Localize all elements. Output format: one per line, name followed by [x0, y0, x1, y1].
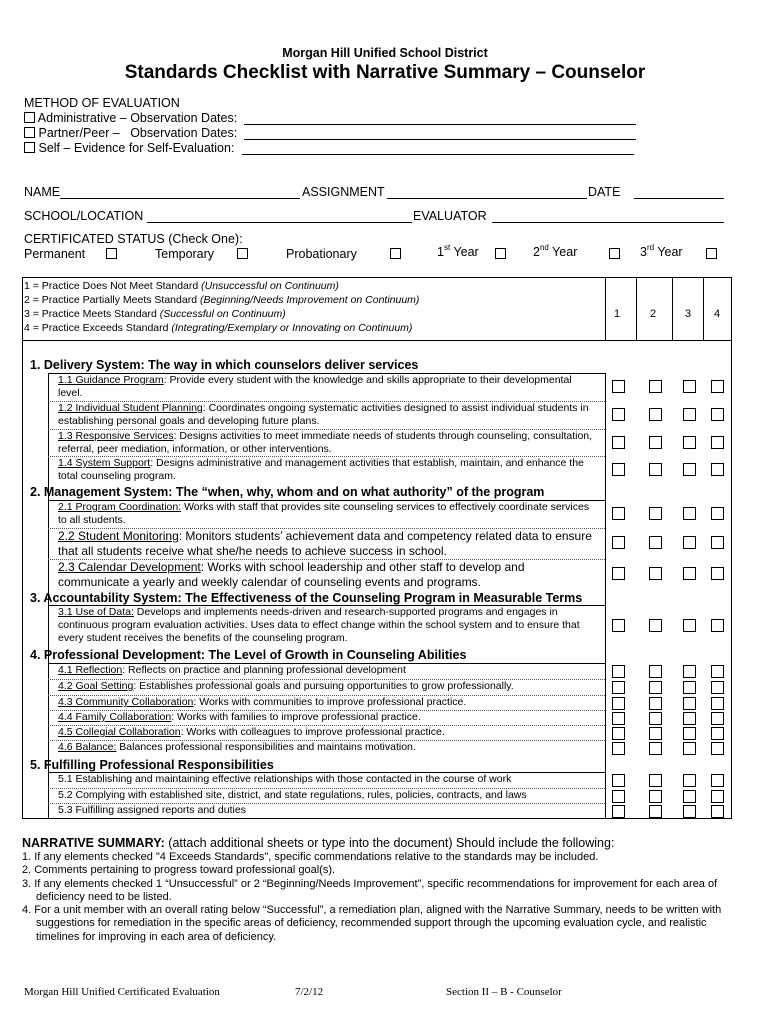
legend-item: 3 = Practice Meets Standard (Successful on Continuum)	[24, 308, 286, 320]
footer-section: Section II – B - Counselor	[446, 986, 562, 998]
year2-sup: nd	[539, 243, 549, 252]
rating-boxes-4-1	[612, 665, 732, 679]
rating-boxes-2-3	[612, 567, 732, 581]
school-label: SCHOOL/LOCATION	[24, 209, 144, 223]
item-4-4: 4.4 Family Collaboration: Works with families to improve professional practice.	[58, 711, 421, 723]
section-3-title: 3. Accountability System: The Effectiveness of the Counseling Program in Measurable Terms	[30, 591, 583, 605]
assignment-label: ASSIGNMENT	[302, 185, 385, 199]
item-1-4: 1.4 System Support: Designs administrative and management activities that establish, maintain, and enhance the total counseling program.	[58, 457, 584, 482]
rating-box[interactable]	[612, 536, 625, 549]
district-name: Morgan Hill Unified School District	[282, 46, 488, 60]
rating-boxes-4-5	[612, 727, 732, 741]
rating-box[interactable]	[612, 727, 625, 740]
rating-box[interactable]	[612, 665, 625, 678]
probationary-label: Probationary	[286, 247, 357, 261]
rating-box[interactable]	[683, 742, 696, 755]
item-1-2: 1.2 Individual Student Planning: Coordinates ongoing systematic activities designed to assist individual students in establishing personal goals and developing future plans.	[58, 402, 589, 427]
method-admin-label: Administrative – Observation Dates:	[37, 111, 238, 125]
narrative-heading	[22, 836, 722, 850]
rating-box[interactable]	[649, 805, 662, 818]
name-field[interactable]	[60, 198, 300, 199]
rating-col-4: 4	[714, 308, 721, 320]
year3-sup: rd	[646, 243, 655, 252]
legend-item: 4 = Practice Exceeds Standard (Integrating/Exemplary or Innovating on Continuum)	[24, 322, 413, 334]
item-4-2: 4.2 Goal Setting: Establishes professional goals and pursuing opportunities to grow professionally.	[58, 680, 514, 692]
rating-box[interactable]	[612, 408, 625, 421]
rating-box[interactable]	[683, 805, 696, 818]
year1-word: Year	[453, 245, 479, 259]
legend-item: 2 = Practice Partially Meets Standard (Beginning/Needs Improvement on Continuum)	[24, 294, 420, 306]
section-2-title: 2. Management System: The “when, why, whom and on what authority” of the program	[30, 485, 545, 499]
narrative-list	[22, 851, 722, 944]
rating-box[interactable]	[711, 436, 724, 449]
rating-box[interactable]	[683, 567, 696, 580]
narrative-point: 1. If any elements checked "4 Exceeds Standards", specific commendations relative to the standards may be included.	[22, 851, 599, 863]
rating-box[interactable]	[649, 697, 662, 710]
rating-boxes-1-2	[612, 408, 732, 422]
rating-boxes-5-1	[612, 774, 732, 788]
rating-box[interactable]	[711, 712, 724, 725]
rating-col-3: 3	[685, 308, 692, 320]
school-field[interactable]	[147, 222, 412, 223]
rating-box[interactable]	[683, 380, 696, 393]
rating-box[interactable]	[711, 536, 724, 549]
evaluator-field[interactable]	[492, 222, 724, 223]
page-title: Standards Checklist with Narrative Summary – Counselor	[124, 62, 646, 83]
rating-box[interactable]	[612, 697, 625, 710]
item-2-3: 2.3 Calendar Development: Works with school leadership and other staff to develop and communicate a yearly and weekly calendar of counseling events and programs.	[58, 560, 525, 589]
rating-box[interactable]	[683, 727, 696, 740]
item-1-1: 1.1 Guidance Program: Provide every student with the knowledge and skills appropriate to their developmental level.	[58, 374, 572, 399]
rating-box[interactable]	[711, 567, 724, 580]
rating-box[interactable]	[683, 681, 696, 694]
rating-box[interactable]	[683, 507, 696, 520]
rating-box[interactable]	[711, 805, 724, 818]
rating-col-2: 2	[650, 308, 657, 320]
footer-date: 7/2/12	[295, 986, 324, 998]
rating-box[interactable]	[683, 463, 696, 476]
method-self	[24, 141, 234, 155]
narrative-title: NARRATIVE SUMMARY:	[22, 836, 165, 850]
evaluator-label: EVALUATOR	[413, 209, 487, 223]
item-5-3: 5.3 Fulfilling assigned reports and duties	[58, 804, 246, 816]
rating-box[interactable]	[649, 408, 662, 421]
rating-boxes-3-1	[612, 619, 732, 633]
rating-box[interactable]	[683, 436, 696, 449]
assignment-field[interactable]	[387, 198, 587, 199]
rating-boxes-2-2	[612, 536, 732, 550]
checkbox-probationary[interactable]	[390, 248, 401, 259]
year2-word: Year	[552, 245, 578, 259]
rating-box[interactable]	[612, 436, 625, 449]
item-4-6: 4.6 Balance: Balances professional responsibilities and maintains motivation.	[58, 741, 416, 753]
legend-item: 1 = Practice Does Not Meet Standard (Unsuccessful on Continuum)	[24, 280, 339, 292]
year2-label	[533, 245, 577, 259]
date-field[interactable]	[634, 198, 724, 199]
status-heading: CERTIFICATED STATUS (Check One):	[24, 232, 243, 246]
checkbox-temporary[interactable]	[237, 248, 248, 259]
rating-box[interactable]	[683, 774, 696, 787]
year3-num: 3	[640, 245, 647, 259]
item-2-1: 2.1 Program Coordination: Works with staff that provides site counseling services to effectively coordinate services to all students.	[58, 501, 590, 526]
rating-box[interactable]	[612, 774, 625, 787]
checkbox-peer[interactable]	[24, 127, 35, 138]
rating-boxes-1-1	[612, 380, 732, 394]
rating-boxes-5-3	[612, 805, 732, 819]
rating-boxes-1-4	[612, 463, 732, 477]
rating-box[interactable]	[711, 727, 724, 740]
rating-box[interactable]	[649, 742, 662, 755]
rating-box[interactable]	[649, 681, 662, 694]
rating-box[interactable]	[649, 380, 662, 393]
method-peer	[24, 126, 237, 140]
rating-box[interactable]	[683, 790, 696, 803]
rating-box[interactable]	[683, 619, 696, 632]
narrative-point: 2. Comments pertaining to progress toward professional goal(s).	[22, 864, 336, 877]
rating-boxes-4-4	[612, 712, 732, 726]
rating-box[interactable]	[649, 665, 662, 678]
checkbox-admin[interactable]	[24, 112, 35, 123]
rating-box[interactable]	[683, 536, 696, 549]
section-1-title: 1. Delivery System: The way in which counselors deliver services	[30, 358, 419, 372]
rating-boxes-4-2	[612, 681, 732, 695]
permanent-label: Permanent	[24, 247, 86, 261]
checkbox-year1[interactable]	[495, 248, 506, 259]
rating-box[interactable]	[711, 507, 724, 520]
item-4-5: 4.5 Collegial Collaboration: Works with colleagues to improve professional practice.	[58, 726, 445, 738]
rating-box[interactable]	[612, 507, 625, 520]
rating-box[interactable]	[612, 567, 625, 580]
rating-box[interactable]	[612, 742, 625, 755]
rating-col-1: 1	[614, 308, 621, 320]
status-permanent	[24, 247, 85, 261]
narrative-point: 4. For a unit member with an overall rating below “Successful”, a remediation plan, aligned with the Narrative Summary, needs to be written with suggestions for remediation in the specific areas of deficiency, recommended support through the upcoming evaluation cycle, and realistic timelines for improving in each area of deficiency.	[22, 904, 722, 943]
section-5-title: 5. Fulfilling Professional Responsibilities	[30, 758, 274, 772]
year3-word: Year	[657, 245, 683, 259]
narrative-point: 3. If any elements checked 1 “Unsuccessful” or 2 “Beginning/Needs Improvement”, specific recommendations for improvement for each area of deficiency need to be listed.	[22, 877, 718, 903]
rating-box[interactable]	[711, 408, 724, 421]
item-1-3: 1.3 Responsive Services: Designs activities to meet immediate needs of students through counseling, consultation, referral, peer mediation, information, or other interventions.	[58, 430, 593, 455]
year2-num: 2	[533, 245, 540, 259]
rating-box[interactable]	[612, 681, 625, 694]
rating-boxes-1-3	[612, 436, 732, 450]
rating-box[interactable]	[649, 619, 662, 632]
item-5-2: 5.2 Complying with established site, district, and state regulations, rules, policies, contracts, and laws	[58, 789, 527, 801]
narrative-intro: (attach additional sheets or type into the document) Should include the following:	[164, 836, 615, 850]
rating-box[interactable]	[649, 507, 662, 520]
rating-box[interactable]	[683, 697, 696, 710]
method-self-label: Self – Evidence for Self-Evaluation:	[38, 141, 235, 155]
rating-box[interactable]	[649, 536, 662, 549]
rating-box[interactable]	[711, 665, 724, 678]
rating-boxes-4-3	[612, 697, 732, 711]
method-admin	[24, 111, 237, 125]
method-heading: METHOD OF EVALUATION	[24, 96, 180, 110]
rating-box[interactable]	[649, 436, 662, 449]
year1-label	[437, 245, 479, 259]
rating-box[interactable]	[612, 712, 625, 725]
method-peer-label: Partner/Peer – Observation Dates:	[38, 126, 238, 140]
item-2-2: 2.2 Student Monitoring: Monitors students’ achievement data and competency related data to ensure that all students receive what she/he needs to achieve success in school.	[58, 529, 592, 558]
rating-box[interactable]	[683, 712, 696, 725]
checkbox-year2[interactable]	[609, 248, 620, 259]
rating-legend	[24, 279, 419, 335]
rating-box[interactable]	[612, 619, 625, 632]
checkbox-permanent[interactable]	[106, 248, 117, 259]
item-5-1: 5.1 Establishing and maintaining effective relationships with those contacted in the course of work	[58, 773, 512, 785]
rating-box[interactable]	[711, 790, 724, 803]
name-label: NAME	[24, 185, 61, 199]
rating-box[interactable]	[711, 681, 724, 694]
temporary-label: Temporary	[155, 247, 215, 261]
checkbox-self[interactable]	[24, 142, 35, 153]
rating-box[interactable]	[683, 408, 696, 421]
self-evidence-line[interactable]	[242, 154, 634, 155]
item-4-3: 4.3 Community Collaboration: Works with communities to improve professional practice.	[58, 696, 467, 708]
rating-box[interactable]	[711, 619, 724, 632]
item-4-1: 4.1 Reflection: Reflects on practice and planning professional development	[58, 664, 406, 676]
section-4-title: 4. Professional Development: The Level of Growth in Counseling Abilities	[30, 648, 467, 662]
checkbox-year3[interactable]	[706, 248, 717, 259]
rating-box[interactable]	[612, 463, 625, 476]
rating-boxes-4-6	[612, 742, 732, 756]
rating-boxes-2-1	[612, 507, 732, 521]
admin-dates-line[interactable]	[244, 124, 636, 125]
footer-left: Morgan Hill Unified Certificated Evaluation	[24, 986, 220, 998]
rating-box[interactable]	[649, 727, 662, 740]
rating-box[interactable]	[649, 567, 662, 580]
date-label: DATE	[588, 185, 621, 199]
year1-num: 1	[437, 245, 444, 259]
rating-box[interactable]	[649, 463, 662, 476]
rating-box[interactable]	[649, 712, 662, 725]
rating-boxes-5-2	[612, 790, 732, 804]
year3-label	[640, 245, 683, 259]
rating-box[interactable]	[711, 463, 724, 476]
rating-box[interactable]	[711, 380, 724, 393]
rating-box[interactable]	[711, 742, 724, 755]
rating-box[interactable]	[612, 790, 625, 803]
rating-box[interactable]	[711, 697, 724, 710]
rating-box[interactable]	[612, 805, 625, 818]
rating-box[interactable]	[649, 774, 662, 787]
year1-sup: st	[443, 243, 451, 252]
rating-box[interactable]	[612, 380, 625, 393]
rating-box[interactable]	[649, 790, 662, 803]
rating-box[interactable]	[683, 665, 696, 678]
peer-dates-line[interactable]	[244, 139, 636, 140]
item-3-1: 3.1 Use of Data: Develops and implements needs-driven and research-supported programs and engages in continuous program evaluation activities. Uses data to effect change within the school system and to ensure that every student receives the benefits of the counseling program.	[58, 606, 580, 644]
rating-box[interactable]	[711, 774, 724, 787]
